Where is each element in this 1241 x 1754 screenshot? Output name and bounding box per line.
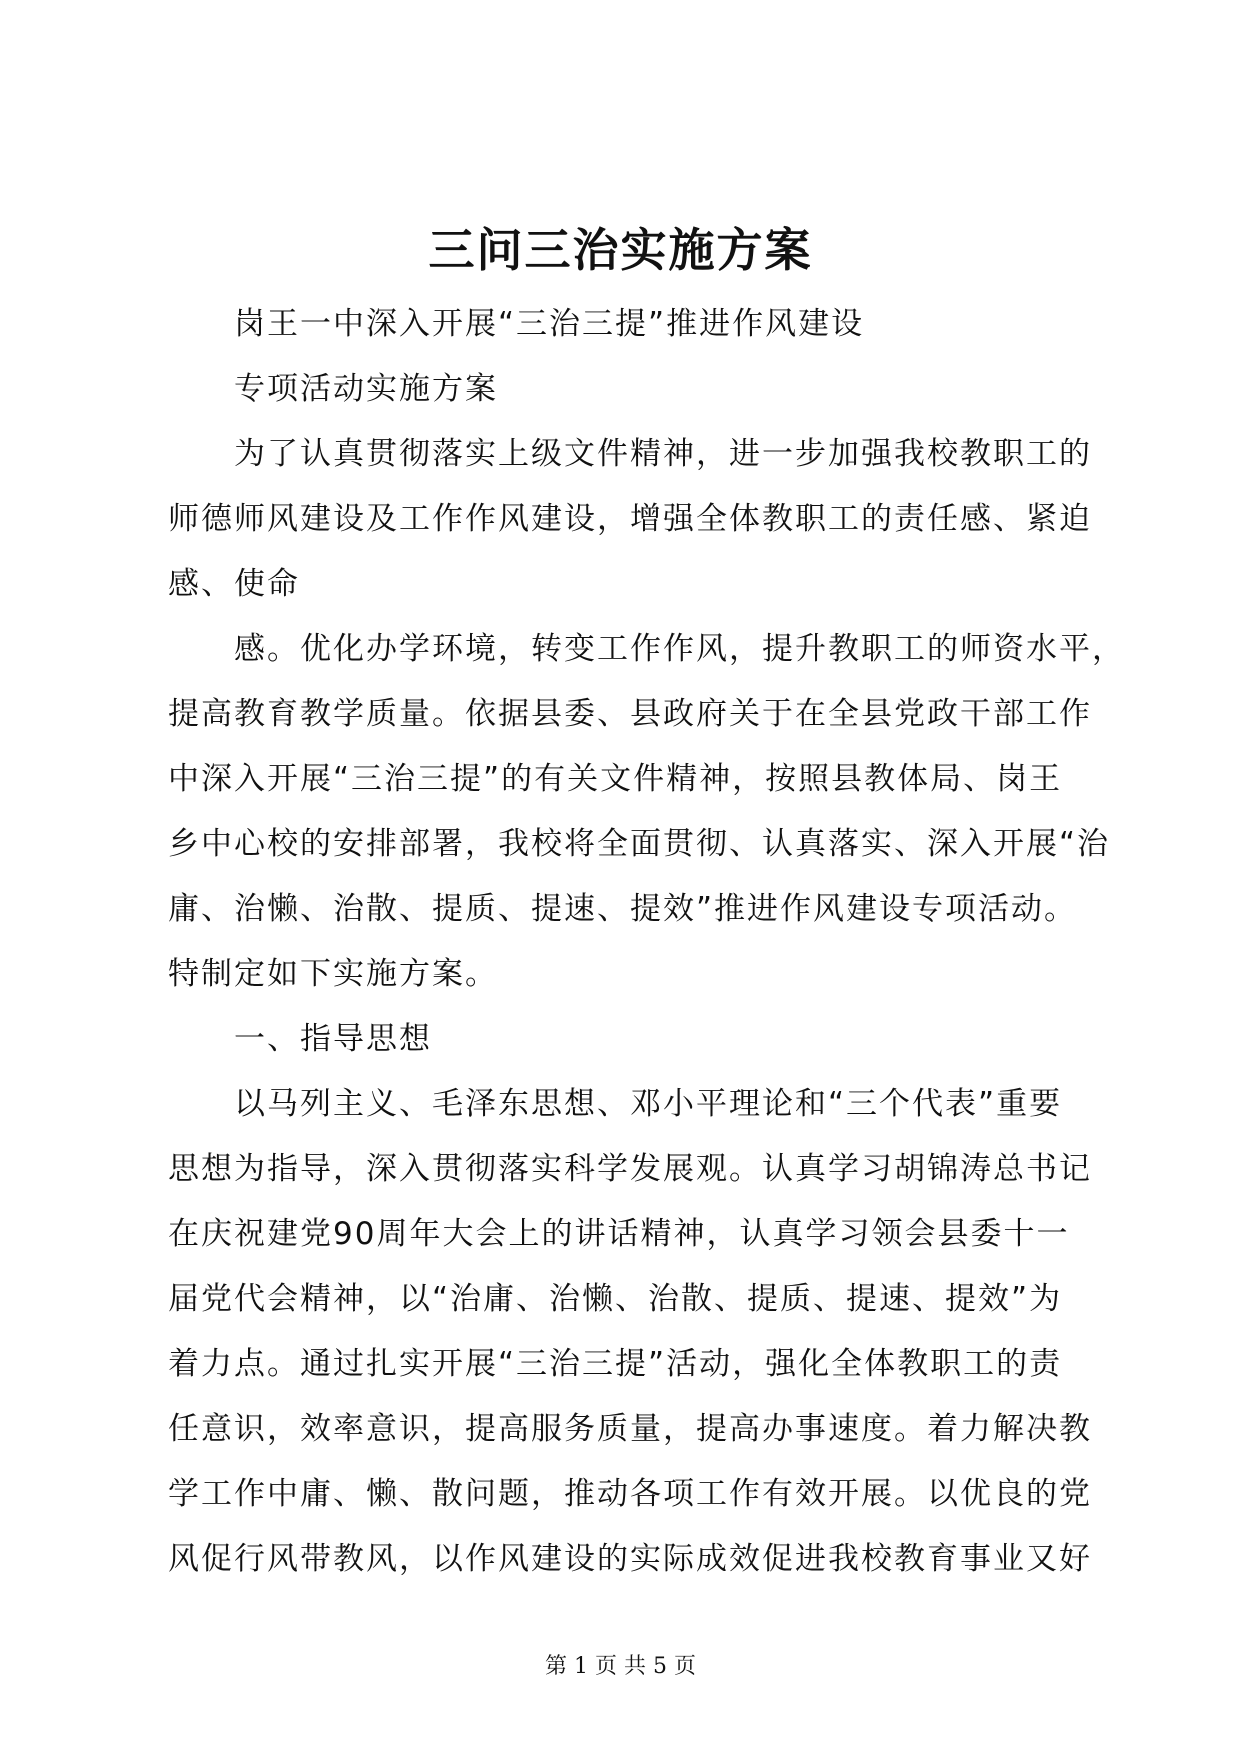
text-line: 感。优化办学环境，转变工作作风，提升教职工的师资水平，: [234, 631, 1125, 667]
document-body: [168, 292, 1125, 1592]
text-line: 师德师风建设及工作作风建设，增强全体教职工的责任感、紧迫: [168, 501, 1092, 537]
text-line: 中深入开展“三治三提”的有关文件精神，按照县教体局、岗王: [168, 761, 1063, 797]
text-line: 为了认真贯彻落实上级文件精神，进一步加强我校教职工的: [234, 436, 1092, 472]
text-line: 乡中心校的安排部署，我校将全面贯彻、认真落实、深入开展“治: [168, 826, 1111, 862]
text-line: 特制定如下实施方案。: [168, 956, 498, 992]
text-line: 风促行风带教风，以作风建设的实际成效促进我校教育事业又好: [168, 1541, 1092, 1577]
text-line: 提高教育教学质量。依据县委、县政府关于在全县党政干部工作: [168, 696, 1092, 732]
text-line: 学工作中庸、懒、散问题，推动各项工作有效开展。以优良的党: [168, 1476, 1092, 1512]
page-footer: 第 1 页 共 5 页: [545, 1654, 696, 1679]
text-line: 一、指导思想: [234, 1021, 432, 1057]
text-line: 以马列主义、毛泽东思想、邓小平理论和“三个代表”重要: [234, 1086, 1063, 1122]
text-line: 专项活动实施方案: [234, 371, 498, 407]
text-line: 任意识，效率意识，提高服务质量，提高办事速度。着力解决教: [168, 1411, 1092, 1447]
text-line: 届党代会精神，以“治庸、治懒、治散、提质、提速、提效”为: [168, 1281, 1063, 1317]
text-line: 感、使命: [168, 566, 300, 602]
text-line: 庸、治懒、治散、提质、提速、提效”推进作风建设专项活动。: [168, 891, 1078, 927]
text-line: 岗王一中深入开展“三治三提”推进作风建设: [234, 306, 865, 342]
text-line: 着力点。通过扎实开展“三治三提”活动，强化全体教职工的责: [168, 1346, 1063, 1382]
text-line: 在庆祝建党90周年大会上的讲话精神，认真学习领会县委十一: [168, 1216, 1070, 1252]
document-title: 三问三治实施方案: [428, 223, 813, 277]
text-line: 思想为指导，深入贯彻落实科学发展观。认真学习胡锦涛总书记: [168, 1151, 1092, 1187]
